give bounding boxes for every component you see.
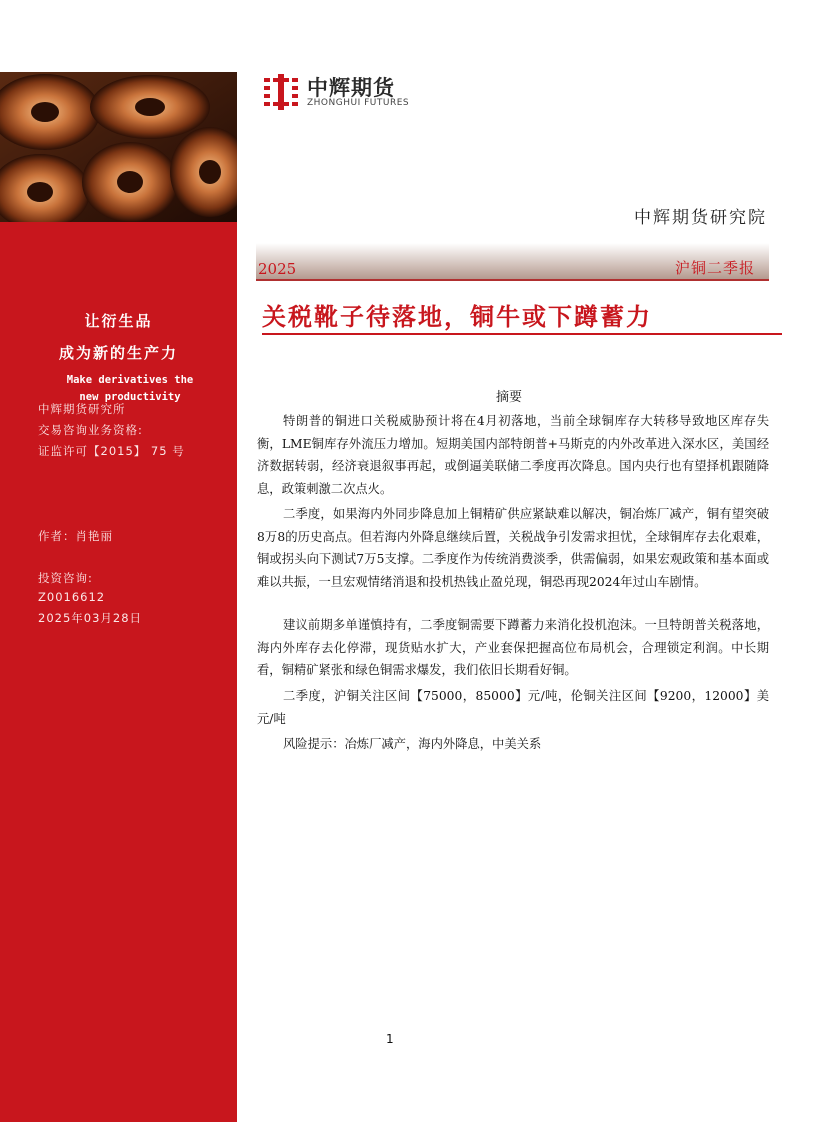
abstract-heading: 摘要 (496, 390, 523, 405)
sidebar-org: 中辉期货研究所 (38, 402, 126, 416)
sidebar-advisor-label: 投资咨询: (38, 571, 93, 585)
sidebar-top-white (0, 0, 237, 72)
brand-name-en: ZHONGHUI FUTURES (307, 98, 410, 108)
sidebar-advisor-id: Z0016612 (38, 590, 106, 604)
report-year: 2025 (258, 260, 297, 278)
institute-name: 中辉期货研究院 (634, 208, 767, 228)
brand-name: 中辉期货 (307, 76, 395, 100)
sidebar-date: 2025年03月28日 (38, 611, 143, 625)
abstract-paragraph: 特朗普的铜进口关税威胁预计将在4月初落地，当前全球铜库存大转移导致地区库存失衡，LME铜库存外流压力增加。短期美国内部特朗普+马斯克的内外改革进入深水区，美国经济数据转弱，经济衰退叙事再起，或倒逼美联储二季度再次降息。国内央行也有望择机跟随降息，政策刺激二次点火。 (257, 414, 769, 496)
abstract-paragraph: 二季度，沪铜关注区间【75000，85000】元/吨，伦铜关注区间【9200，12000】美元/吨 (257, 689, 769, 726)
copper-coils-image (0, 72, 237, 222)
sidebar-slogan-line2: 成为新的生产力 (58, 344, 178, 362)
sidebar-author: 作者：肖艳丽 (38, 529, 113, 543)
abstract-paragraph: 建议前期多单谨慎持有，二季度铜需要下蹲蓄力来消化投机泡沫。一旦特朗普关税落地，海内外库存去化停滞，现货贴水扩大，产业套保把握高位布局机会，合理锁定利润。中长期看，铜精矿紧张和绿色铜需求爆发，我们依旧长期看好铜。 (257, 618, 769, 677)
abstract-paragraph: 风险提示：冶炼厂减产，海内外降息，中美关系 (283, 737, 542, 751)
brand-logo-icon (262, 72, 302, 112)
title-band (256, 243, 769, 281)
abstract-paragraph: 二季度，如果海内外同步降息加上铜精矿供应紧缺难以解决，铜冶炼厂减产，铜有望突破8万8的历史高点。但若海内外降息继续后置，关税战争引发需求担忧，全球铜库存去化艰难，铜或拐头向下测试7万5支撑。二季度作为传统消费淡季，供需偏弱，如果宏观政策和基本面或难以共振，一旦宏观情绪消退和投机热钱止盈兑现，铜恐再现2024年过山车剧情。 (257, 507, 769, 589)
sidebar-license-label: 交易咨询业务资格: (38, 423, 143, 437)
sidebar-license-no: 证监许可【2015】 75 号 (38, 444, 185, 458)
report-title: 关税靴子待落地，铜牛或下蹲蓄力 (262, 297, 782, 335)
page-number: 1 (386, 1032, 394, 1046)
brand-logo (262, 72, 437, 112)
sidebar-slogan-line1: 让衍生品 (84, 312, 153, 330)
sidebar-slogan-en: Make derivatives the new productivity (66, 374, 194, 403)
report-type: 沪铜二季报 (674, 259, 755, 277)
